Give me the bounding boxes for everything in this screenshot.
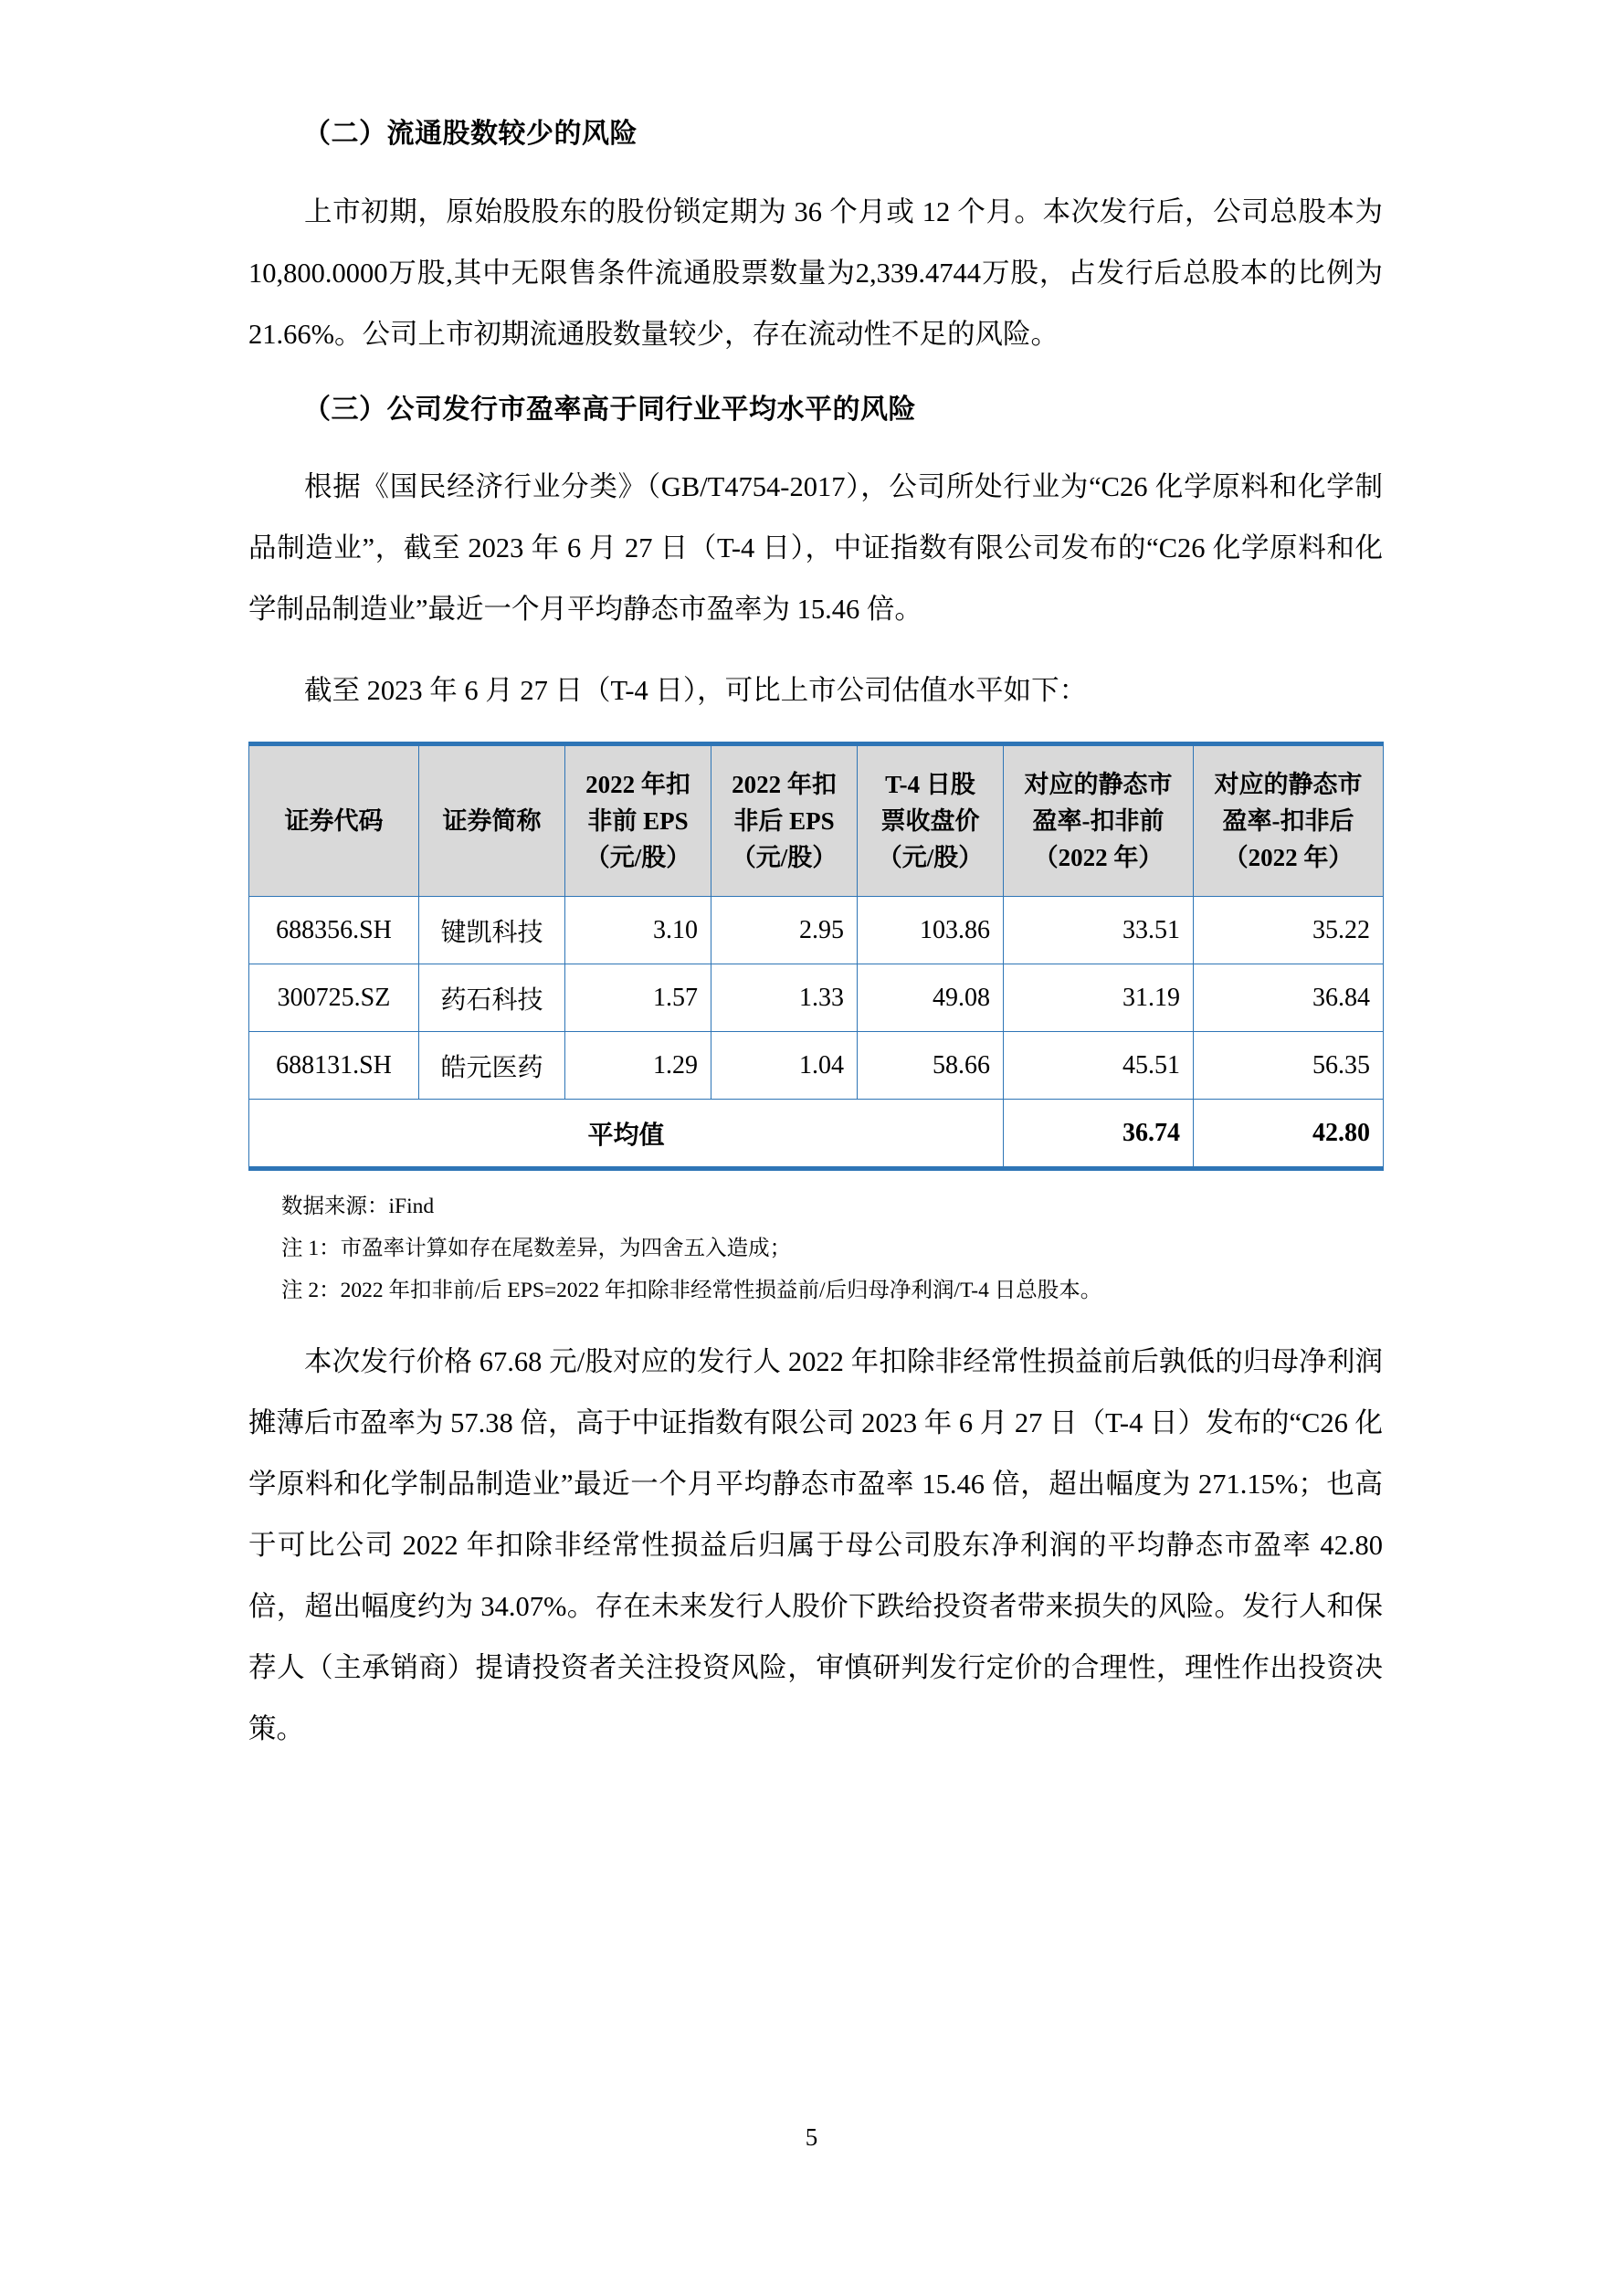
comparable-companies-table (248, 742, 1384, 1171)
th-line: （元/股） (877, 844, 984, 871)
th-line: 盈率-扣非前 (1032, 807, 1165, 835)
page-number: 5 (805, 2123, 818, 2151)
page-content (248, 117, 1383, 1760)
table-row (249, 1032, 1384, 1100)
cell-average-pe-before: 36.74 (1004, 1100, 1194, 1169)
cell-close-price: 103.86 (858, 897, 1004, 964)
spacer (248, 721, 1383, 742)
heading-section-three: （三）公司发行市盈率高于同行业平均水平的风险 (303, 393, 916, 426)
cell-close-price: 58.66 (858, 1032, 1004, 1100)
paragraph-industry-pe: 根据《国民经济行业分类》（GB/T4754-2017），公司所处行业为“C26 化学原料和化学制品制造业”，截至 2023 年 6 月 27 日（T-4 日），中证指数有限公司发布的“C26 化学原料和化学制品制造业”最近一个月平均静态市盈率为 15.46 倍。 (248, 471, 1383, 625)
cell-security-code: 688131.SH (249, 1032, 419, 1100)
cell-close-price: 49.08 (858, 964, 1004, 1032)
spacer (248, 427, 1383, 457)
heading-section-two: （二）流通股数较少的风险 (303, 118, 638, 150)
table-row (249, 964, 1384, 1032)
spacer (248, 1311, 1383, 1332)
cell-pe-before: 45.51 (1004, 1032, 1194, 1100)
cell-pe-after: 56.35 (1194, 1032, 1384, 1100)
cell-security-code: 300725.SZ (249, 964, 419, 1032)
th-line: 2022 年扣 (585, 771, 690, 798)
th-line: 证券简称 (442, 807, 542, 835)
cell-pe-before: 33.51 (1004, 897, 1194, 964)
table-notes (248, 1185, 1383, 1311)
table-average-row (249, 1100, 1384, 1169)
cell-pe-after: 36.84 (1194, 964, 1384, 1032)
cell-security-name: 键凯科技 (419, 897, 565, 964)
th-line: 非后 EPS (733, 807, 835, 835)
th-line: （2022 年） (1223, 844, 1354, 871)
cell-security-name: 皓元医药 (419, 1032, 565, 1100)
paragraph-table-intro: 截至 2023 年 6 月 27 日（T-4 日），可比上市公司估值水平如下： (304, 675, 1088, 706)
table-body (249, 897, 1384, 1169)
cell-eps-after: 1.33 (711, 964, 858, 1032)
cell-pe-before: 31.19 (1004, 964, 1194, 1032)
cell-eps-after: 1.04 (711, 1032, 858, 1100)
th-line: 2022 年扣 (732, 771, 837, 798)
th-line: （2022 年） (1033, 844, 1164, 871)
th-security-code (249, 744, 419, 897)
cell-pe-after: 35.22 (1194, 897, 1384, 964)
cell-eps-after: 2.95 (711, 897, 858, 964)
note-1: 注 1：市盈率计算如存在尾数差异，为四舍五入造成； (281, 1237, 792, 1260)
spacer (248, 152, 1383, 182)
spacer (248, 365, 1383, 393)
table-header-row (249, 744, 1384, 897)
th-pe-after (1194, 744, 1384, 897)
cell-average-label: 平均值 (249, 1100, 1004, 1169)
th-line: 盈率-扣非后 (1222, 807, 1354, 835)
cell-eps-before: 3.10 (565, 897, 711, 964)
note-2: 注 2：2022 年扣非前/后 EPS=2022 年扣除非经常性损益前/后归母净利润/T-4 日总股本。 (281, 1279, 1102, 1302)
paragraph-section-two: 上市初期，原始股股东的股份锁定期为 36 个月或 12 个月。本次发行后，公司总股本为10,800.0000万股,其中无限售条件流通股票数量为2,339.4744万股，占发行后总股本的比例为 21.66%。公司上市初期流通股数量较少，存在流动性不足的风险。 (248, 195, 1383, 350)
comparable-companies-table-wrapper (248, 742, 1383, 1171)
table-header (249, 744, 1384, 897)
th-line: 对应的静态市 (1214, 771, 1363, 798)
th-line: T-4 日股 (885, 771, 975, 798)
th-eps-after (711, 744, 858, 897)
spacer (248, 640, 1383, 660)
th-line: （元/股） (585, 844, 691, 871)
cell-eps-before: 1.29 (565, 1032, 711, 1100)
paragraph-issue-price-risk: 本次发行价格 67.68 元/股对应的发行人 2022 年扣除非经常性损益前后孰低的归母净利润摊薄后市盈率为 57.38 倍，高于中证指数有限公司 2023 年 6 月 27 日（T-4 日）发布的“C26 化学原料和化学制品制造业”最近一个月平均静态市盈率 15.46 倍，超出幅度为 271.15%；也高于可比公司 2022 年扣除非经常性损益后归属于母公司股东净利润的平均静态市盈率 42.80 倍，超出幅度约为 34.07%。存在未来发行人股价下跌给投资者带来损失的风险。发行人和保荐人（主承销商）提请投资者关注投资风险，审慎研判发行定价的合理性，理性作出投资决策。 (248, 1346, 1383, 1744)
th-line: 非前 EPS (587, 807, 689, 835)
note-data-source: 数据来源：iFind (281, 1195, 435, 1218)
th-line: 证券代码 (284, 807, 384, 835)
cell-average-pe-after: 42.80 (1194, 1100, 1384, 1169)
cell-eps-before: 1.57 (565, 964, 711, 1032)
th-line: （元/股） (731, 844, 838, 871)
th-eps-before (565, 744, 711, 897)
th-close-price (858, 744, 1004, 897)
th-pe-before (1004, 744, 1194, 897)
th-line: 票收盘价 (880, 807, 980, 835)
cell-security-code: 688356.SH (249, 897, 419, 964)
th-security-name (419, 744, 565, 897)
th-line: 对应的静态市 (1024, 771, 1173, 798)
table-row (249, 897, 1384, 964)
cell-security-name: 药石科技 (419, 964, 565, 1032)
